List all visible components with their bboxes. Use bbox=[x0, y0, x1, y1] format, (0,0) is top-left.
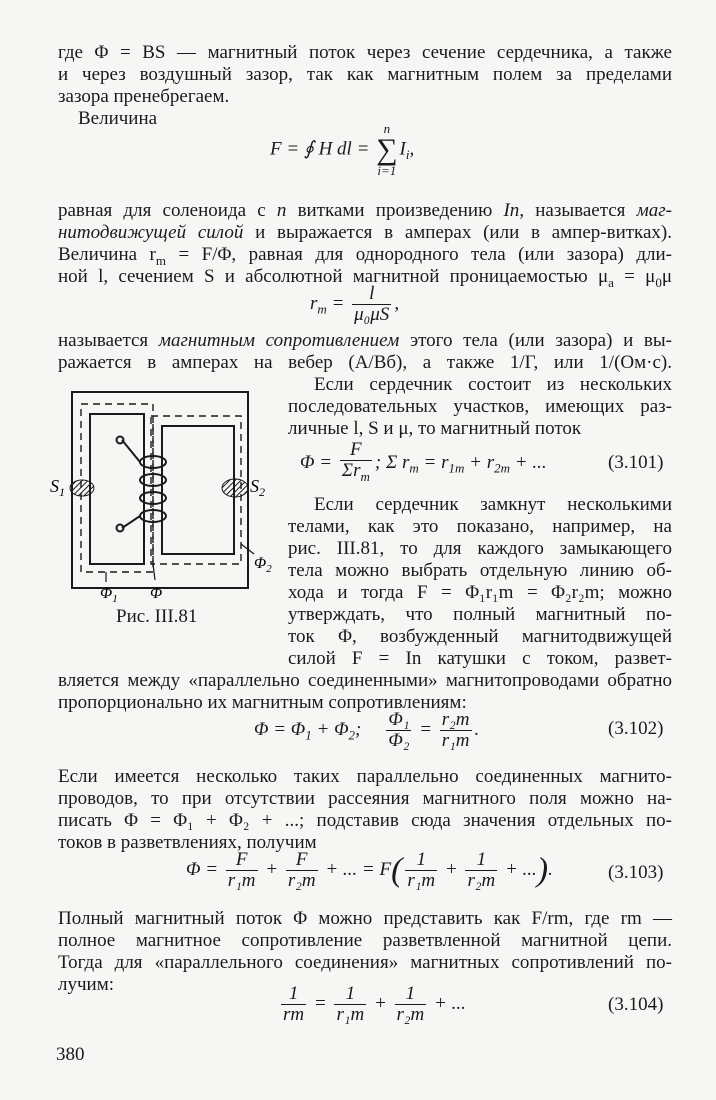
text-line: равная для соленоида с n витками произведению In, называется маг- bbox=[58, 200, 672, 221]
text-line: токов в разветвлениях, получим bbox=[58, 832, 317, 853]
text-line: Если сердечник состоит из нескольких bbox=[314, 374, 672, 395]
equation-3-103: Φ = $\frac{F}{\text{r₁m}}$ + $\frac{F}{\text{r₂m}}$ + ... = F( $\frac{1}{\text{r₁m}}$ + $\frac{1}{\text{r₂m}}$ + ...). bbox=[186, 849, 553, 891]
text-line: последовательных участков, имеющих раз- bbox=[288, 396, 672, 417]
equation-number: (3.104) bbox=[608, 994, 664, 1015]
equation-3-101: Φ = $\frac{F}{\Sigma r_m}$ ; Σ $r_m = r_{1m} + r_{2m}$ + ... bbox=[300, 439, 547, 484]
section-s2 bbox=[222, 479, 248, 497]
section-s1 bbox=[70, 480, 94, 496]
text-line: Величина bbox=[78, 108, 158, 129]
text-line: ражается в амперах на вебер (А/Вб), а также 1/Г, или 1/(Ом·с). bbox=[58, 352, 672, 373]
text-line: Тогда для «параллельного соединения» магнитных сопротивлений по- bbox=[58, 952, 672, 973]
leader-phi bbox=[153, 564, 155, 580]
equation-3-104: $\frac{1}{rm}$ = $\frac{1}{\text{r₁m}}$ + $\frac{1}{\text{r₂m}}$ + ... bbox=[283, 983, 466, 1025]
equation-number: (3.101) bbox=[608, 452, 664, 473]
text-line: где Φ = BS — магнитный поток через сечение сердечника, а также bbox=[58, 42, 672, 63]
text-line: Если имеется несколько таких параллельно соединенных магнито- bbox=[58, 766, 672, 787]
text-line: пропорционально их магнитным сопротивлениям: bbox=[58, 692, 467, 713]
text-line: утверждать, что полный магнитный по- bbox=[288, 604, 672, 625]
text-line: писать Φ = Φ₁ + Φ₂ + ...; подставив сюда значения отдельных по- bbox=[58, 810, 672, 831]
label-phi2: $\Phi_2$ bbox=[254, 555, 272, 575]
core-outer bbox=[72, 392, 248, 588]
text-line: личные l, S и μ, то магнитный поток bbox=[288, 418, 582, 439]
label-phi: Φ bbox=[150, 585, 163, 602]
text-line: ток Φ, возбужденный магнитодвижущей bbox=[288, 626, 672, 647]
text-line: проводов, то при отсутствии рассеяния магнитного поля можно на- bbox=[58, 788, 672, 809]
core-left-window bbox=[90, 414, 144, 564]
text-line: полное магнитное сопротивление разветвленной магнитной цепи. bbox=[58, 930, 672, 951]
text-line: тела можно выбрать отдельную линию об- bbox=[288, 560, 672, 581]
equation-mmf: F = ∮ H dl = n ∑ i=1 $I_i$, bbox=[270, 121, 415, 178]
text-line: Если сердечник замкнут несколькими bbox=[314, 494, 672, 515]
text-line: Величина $r_m = F/\Phi$, равная для однородного тела (или зазора) дли- bbox=[58, 244, 672, 268]
text-line: ной l, сечением S и абсолютной магнитной проницаемостью $\mu_a = \mu_0\mu$ bbox=[58, 266, 672, 290]
equation-number: (3.102) bbox=[608, 718, 664, 739]
label-s2: $S_2$ bbox=[250, 476, 265, 499]
text-line: силой F = In катушки с током, развет- bbox=[288, 648, 672, 669]
text-line: нитодвижущей силой и выражается в амперах (или в ампер-витках). bbox=[58, 222, 673, 243]
equation-number: (3.103) bbox=[608, 862, 664, 883]
label-phi1: $\Phi_1$ bbox=[100, 585, 118, 605]
equation-reluctance: $r_m$ = $\frac{l}{\text{μ₀μS}}$ , bbox=[310, 283, 400, 325]
text-line: называется магнитным сопротивлением этого тела (или зазора) и вы- bbox=[58, 330, 672, 351]
text-line: рис. III.81, то для каждого замыкающего bbox=[288, 538, 672, 559]
text-line: хода и тогда F = Φ₁r₁m = Φ₂r₂m; можно bbox=[288, 582, 672, 603]
label-s1: $S_1$ bbox=[50, 476, 65, 499]
text-line: вляется между «параллельно соединенными» магнитопроводами обратно bbox=[58, 670, 672, 691]
text-line: телами, как это показано, например, на bbox=[288, 516, 672, 537]
figure-caption: Рис. III.81 bbox=[116, 606, 198, 627]
coil-lead bbox=[122, 516, 140, 528]
page-number: 380 bbox=[56, 1044, 85, 1065]
text-line: лучим: bbox=[58, 974, 115, 995]
coil-lead bbox=[122, 440, 140, 462]
equation-3-102: $\Phi = \Phi_1 + \Phi_2$; $\frac{\text{Φ₁}}{\text{Φ₂}}$ = $\frac{\text{r₂m}}{\text{r₁m}}$ . bbox=[254, 709, 480, 751]
text-line: и через воздушный зазор, так как магнитным полем за пределами bbox=[58, 64, 672, 85]
figure-magnetic-circuit bbox=[48, 384, 280, 624]
text-line: Полный магнитный поток Φ можно представить как F/rm, где rm — bbox=[58, 908, 672, 929]
text-line: зазора пренебрегаем. bbox=[58, 86, 230, 107]
